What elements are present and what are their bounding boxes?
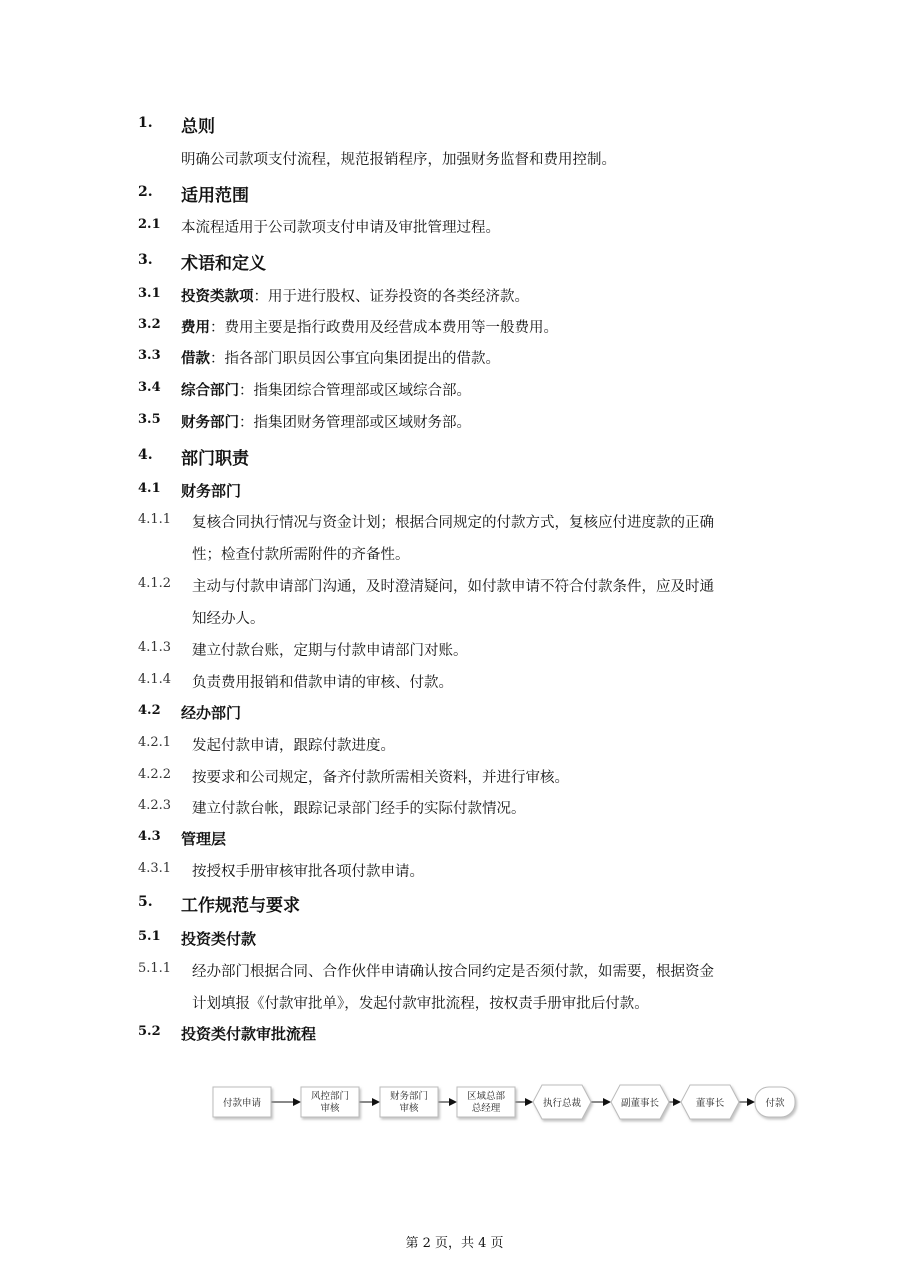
term-definition: ：用于进行股权、证券投资的各类经济款。 — [253, 289, 529, 305]
section-number: 2. — [138, 184, 153, 200]
flow-node-label: 执行总裁 — [542, 1098, 582, 1109]
item-number: 4.1.3 — [138, 640, 172, 655]
item-text-line-2: 知经办人。 — [192, 611, 265, 627]
section-1-body: 明确公司款项支付流程，规范报销程序，加强财务监督和费用控制。 — [181, 152, 616, 168]
subsection-title: 管理层 — [181, 830, 227, 848]
item-text-line-2: 性；检查付款所需附件的齐备性。 — [192, 547, 410, 563]
section-title: 部门职责 — [181, 449, 249, 469]
subsection-number: 5.2 — [138, 1024, 161, 1039]
section-number: 3. — [138, 252, 153, 268]
item-number: 4.2.1 — [138, 735, 172, 750]
subsection-number: 4.3 — [138, 829, 161, 844]
section-number: 1. — [138, 115, 153, 131]
subsection-number: 4.2 — [138, 703, 161, 718]
flow-node-8 — [755, 1087, 795, 1117]
item-number: 3.3 — [138, 348, 161, 363]
subsection-title: 投资类付款审批流程 — [181, 1025, 317, 1043]
subsection-title: 财务部门 — [181, 482, 242, 500]
term-definition: ：指集团综合管理部或区域综合部。 — [239, 383, 471, 399]
item-number: 4.1.4 — [138, 672, 172, 687]
item-number: 2.1 — [138, 217, 161, 232]
section-title: 术语和定义 — [181, 254, 266, 274]
item-text: 负责费用报销和借款申请的审核、付款。 — [192, 675, 453, 691]
item-text: 按授权手册审核审批各项付款申请。 — [192, 864, 424, 880]
term-name: 借款 — [181, 351, 210, 367]
page-footer: 第 2 页，共 4 页 — [405, 1236, 504, 1251]
subsection-number: 4.1 — [138, 481, 161, 496]
item-number: 3.4 — [138, 380, 161, 395]
term-definition: ：费用主要是指行政费用及经营成本费用等一般费用。 — [210, 320, 558, 336]
flow-node-label: 审核 — [399, 1103, 419, 1114]
item-number: 3.5 — [138, 412, 161, 427]
flow-node-4 — [457, 1087, 515, 1117]
item-number: 4.1.2 — [138, 576, 172, 591]
flow-node-label: 付款申请 — [222, 1098, 262, 1109]
flow-node-label: 风控部门 — [310, 1091, 350, 1102]
term-name: 费用 — [181, 320, 210, 336]
subsection-title: 经办部门 — [181, 704, 242, 722]
term-name: 综合部门 — [181, 383, 239, 399]
section-number: 4. — [138, 447, 153, 463]
item-text: 本流程适用于公司款项支付申请及审批管理过程。 — [181, 220, 500, 236]
item-text-line-1: 复核合同执行情况与资金计划；根据合同规定的付款方式，复核应付进度款的正确 — [192, 515, 714, 531]
flow-node-label: 付款 — [765, 1098, 785, 1109]
flow-node-label: 董事长 — [695, 1098, 725, 1109]
subsection-title: 投资类付款 — [181, 930, 257, 948]
flow-node-7 — [681, 1085, 739, 1119]
item-text: 建立付款台帐，跟踪记录部门经手的实际付款情况。 — [192, 801, 526, 817]
term-definition: ：指集团财务管理部或区域财务部。 — [239, 415, 471, 431]
section-number: 5. — [138, 894, 153, 910]
item-number: 3.2 — [138, 317, 161, 332]
flow-node-3 — [380, 1087, 438, 1117]
item-text-line-1: 经办部门根据合同、合作伙伴申请确认按合同约定是否须付款，如需要，根据资金 — [192, 964, 714, 980]
item-number: 4.3.1 — [138, 861, 172, 876]
flow-node-label: 副董事长 — [620, 1098, 660, 1109]
subsection-number: 5.1 — [138, 929, 161, 944]
item-text: 建立付款台账，定期与付款申请部门对账。 — [192, 643, 468, 659]
flow-node-5 — [533, 1085, 591, 1119]
section-title: 适用范围 — [181, 186, 249, 206]
item-number: 4.1.1 — [138, 512, 172, 527]
item-text-line-1: 主动与付款申请部门沟通，及时澄清疑问，如付款申请不符合付款条件，应及时通 — [192, 579, 714, 595]
approval-flowchart — [200, 1070, 810, 1140]
term-definition: ：指各部门职员因公事宜向集团提出的借款。 — [210, 351, 500, 367]
section-title: 工作规范与要求 — [181, 896, 300, 916]
flow-node-2 — [301, 1087, 359, 1117]
item-number: 4.2.2 — [138, 767, 172, 782]
flow-node-6 — [611, 1085, 669, 1119]
flow-node-label: 总经理 — [471, 1103, 501, 1114]
item-number: 5.1.1 — [138, 961, 172, 976]
term-name: 投资类款项 — [181, 289, 254, 305]
flow-node-1 — [213, 1087, 271, 1117]
item-number: 3.1 — [138, 286, 161, 301]
item-text: 按要求和公司规定，备齐付款所需相关资料，并进行审核。 — [192, 770, 569, 786]
item-text-line-2: 计划填报《付款审批单》，发起付款审批流程，按权责手册审批后付款。 — [192, 996, 649, 1012]
item-text: 发起付款申请，跟踪付款进度。 — [192, 738, 395, 754]
item-number: 4.2.3 — [138, 798, 172, 813]
flow-node-label: 区域总部 — [466, 1091, 506, 1102]
flow-node-label: 审核 — [320, 1103, 340, 1114]
flow-node-label: 财务部门 — [389, 1091, 429, 1102]
section-title: 总则 — [181, 117, 215, 137]
term-name: 财务部门 — [181, 415, 239, 431]
